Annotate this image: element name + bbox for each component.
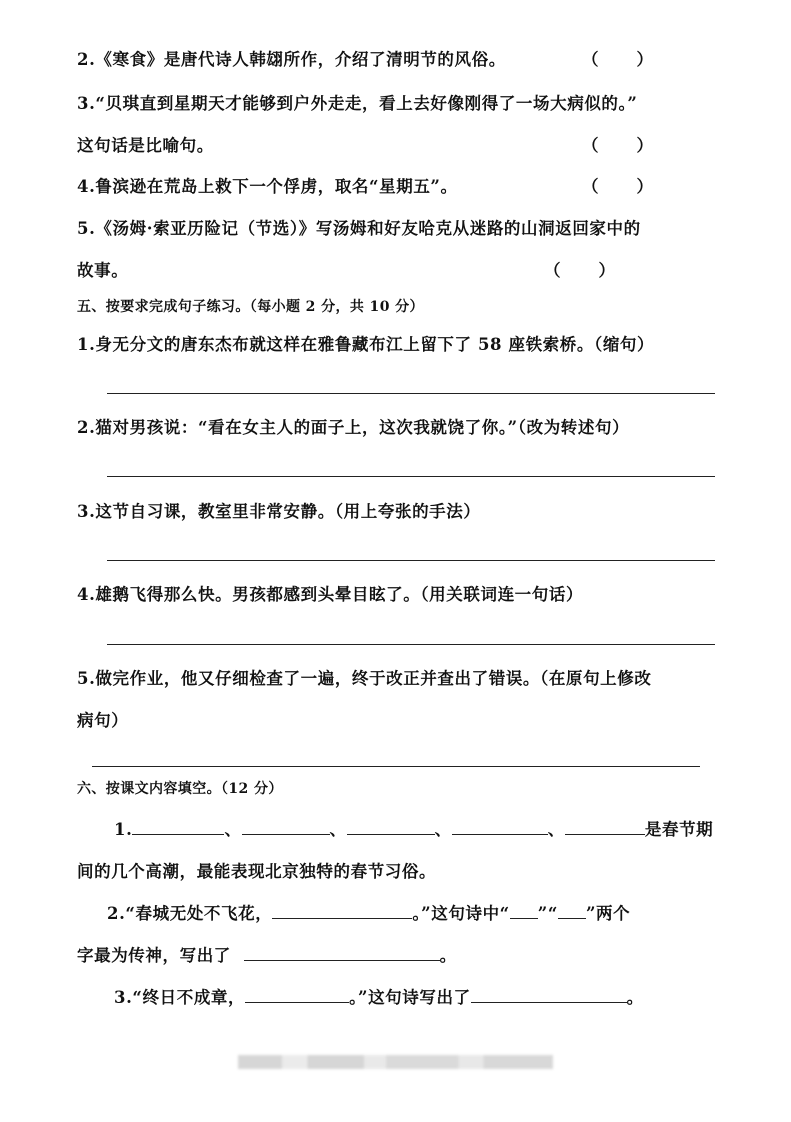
s6-q2-text-b: 。”这句诗中“ — [412, 904, 510, 923]
separator: 、 — [329, 820, 347, 839]
s5-q2-answer-line[interactable] — [107, 476, 715, 477]
s5-q1-answer-line[interactable] — [107, 393, 715, 394]
s6-q1-blank-3[interactable] — [347, 833, 435, 835]
s6-q1-blank-5[interactable] — [565, 833, 645, 835]
section5-title: 五、按要求完成句子练习。（每小题 2 分，共 10 分） — [77, 299, 424, 315]
s6-q1-line2: 间的几个高潮，最能表现北京独特的春节习俗。 — [77, 862, 437, 881]
judge-q4: 4.鲁滨逊在荒岛上救下一个俘虏，取名“星期五”。 — [77, 177, 458, 196]
s5-q4-answer-line[interactable] — [107, 644, 715, 645]
s5-q5-line1: 5.做完作业，他又仔细检查了一遍，终于改正并查出了错误。（在原句上修改 — [77, 669, 652, 688]
s6-q2-blank-2[interactable] — [510, 917, 538, 919]
answer-paren-q2[interactable]: （） — [582, 50, 691, 69]
s6-q2-text-c: ”“ — [537, 904, 558, 923]
s6-q2-text-a: 2.“春城无处不飞花， — [107, 904, 273, 923]
judge-q3-line1: 3.“贝琪直到星期天才能够到户外走走，看上去好像刚得了一场大病似的。” — [77, 94, 638, 113]
s5-q2: 2.猫对男孩说：“看在女主人的面子上，这次我就饶了你。”（改为转述句） — [77, 418, 630, 437]
s6-q1-blank-4[interactable] — [452, 833, 548, 835]
judge-q2: 2.《寒食》是唐代诗人韩翃所作，介绍了清明节的风俗。 — [77, 50, 506, 69]
s6-q2-line2-text: 字最为传神，写出了 — [77, 946, 231, 965]
s5-q3: 3.这节自习课，教室里非常安静。（用上夸张的手法） — [77, 502, 481, 521]
judge-q5-line2: 故事。 — [77, 261, 129, 280]
judge-q3-line2: 这句话是比喻句。 — [77, 136, 214, 155]
s6-q2-blank-4[interactable] — [244, 959, 440, 961]
s5-q5-line2: 病句） — [77, 711, 129, 730]
s6-q3-end: 。 — [626, 988, 644, 1007]
s6-q3-line1 — [114, 984, 644, 1008]
s6-q1-blank-1[interactable] — [132, 833, 224, 835]
s6-q2-blank-3[interactable] — [558, 917, 586, 919]
blurred-footer-watermark — [238, 1055, 553, 1069]
s6-q2-blank-1[interactable] — [272, 917, 412, 919]
answer-paren-q5[interactable]: （） — [544, 261, 653, 280]
s5-q1: 1.身无分文的唐东杰布就这样在雅鲁藏布江上留下了 58 座铁索桥。（缩句） — [77, 335, 655, 354]
s6-q2-line1 — [107, 900, 630, 924]
s5-q5-answer-line[interactable] — [92, 766, 700, 767]
s6-q1-tail: 是春节期 — [644, 820, 714, 839]
s6-q2-end: 。 — [439, 946, 457, 965]
answer-paren-q3[interactable]: （） — [582, 136, 691, 155]
s6-q3-text-a: 3.“终日不成章， — [114, 988, 246, 1007]
s6-q1-blank-2[interactable] — [242, 833, 330, 835]
separator: 、 — [434, 820, 452, 839]
separator: 、 — [224, 820, 242, 839]
s6-q3-blank-1[interactable] — [245, 1001, 349, 1003]
section6-title: 六、按课文内容填空。（12 分） — [77, 781, 283, 797]
s6-q1-line1 — [114, 816, 713, 840]
s6-q3-blank-2[interactable] — [471, 1001, 627, 1003]
s6-q2-text-d: ”两个 — [585, 904, 631, 923]
s6-q2-line2 — [77, 942, 457, 966]
separator: 、 — [547, 820, 565, 839]
s6-q3-text-b: 。”这句诗写出了 — [349, 988, 471, 1007]
s5-q4: 4.雄鹅飞得那么快。男孩都感到头晕目眩了。（用关联词连一句话） — [77, 585, 584, 604]
s5-q3-answer-line[interactable] — [107, 560, 715, 561]
answer-paren-q4[interactable]: （） — [582, 177, 691, 196]
judge-q5-line1: 5.《汤姆·索亚历险记（节选）》写汤姆和好友哈克从迷路的山洞返回家中的 — [77, 219, 641, 238]
s6-q1-number: 1. — [114, 820, 133, 839]
